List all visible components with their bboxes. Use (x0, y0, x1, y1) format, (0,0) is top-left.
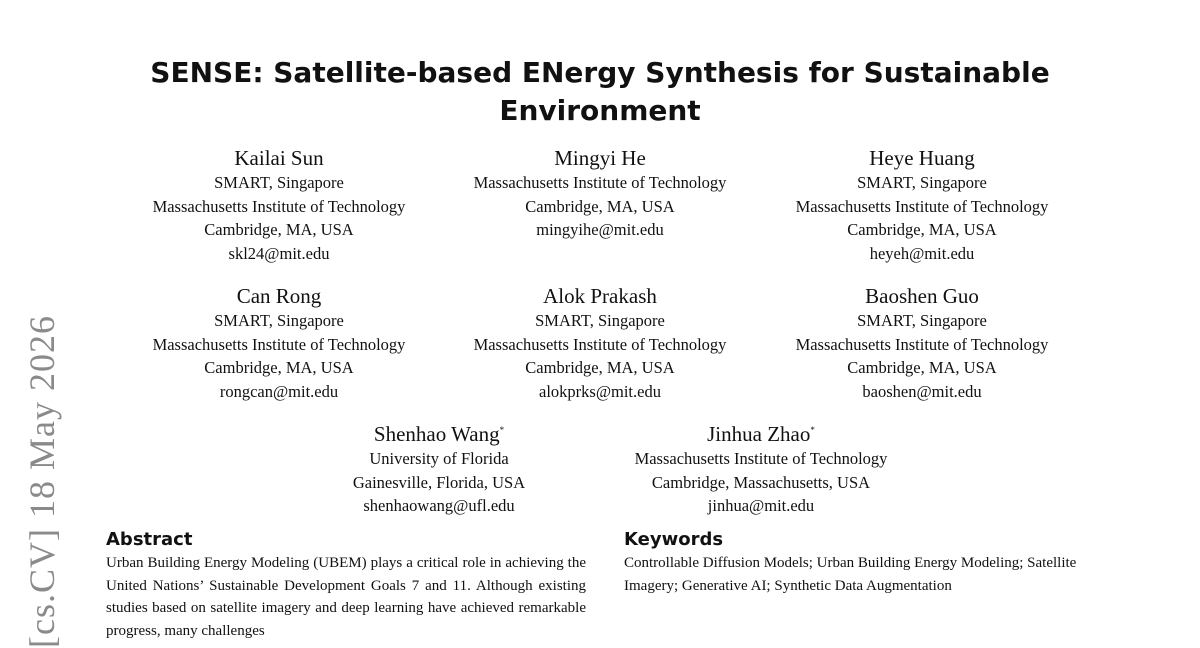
author-location: Cambridge, MA, USA (204, 220, 354, 239)
author-affiliation: SMART, Singapore (214, 173, 344, 192)
author-name: Jinhua Zhao* (707, 422, 815, 446)
author-location: Gainesville, Florida, USA (352, 472, 526, 492)
author-location: Cambridge, MA, USA (525, 358, 675, 377)
keywords-text: Controllable Diffusion Models; Urban Building Energy Modeling; Satellite Imagery; Generative AI; Synthetic Data Augmentation (624, 555, 1077, 594)
author-name: Heye Huang (869, 146, 975, 170)
abstract-heading: Abstract (106, 529, 193, 550)
paper-title: SENSE: Satellite-based ENergy Synthesis for Sustainable Environment (150, 56, 1050, 127)
author-affiliation: SMART, Singapore (857, 311, 987, 330)
author-institution: Massachusetts Institute of Technology (795, 334, 1049, 354)
author-block (752, 142, 1092, 265)
author-email: baoshen@mit.edu (862, 381, 982, 401)
author-email: jinhua@mit.edu (707, 496, 815, 515)
author-location: Cambridge, Massachusetts, USA (651, 472, 871, 492)
author-name: Mingyi He (554, 146, 646, 170)
author-institution: Massachusetts Institute of Technology (473, 334, 727, 354)
author-affiliation: SMART, Singapore (535, 311, 665, 330)
author-email: skl24@mit.edu (228, 243, 330, 263)
author-institution: Massachusetts Institute of Technology (152, 334, 406, 354)
author-block (109, 280, 449, 403)
author-affiliation: SMART, Singapore (857, 173, 987, 192)
abstract-text: Urban Building Energy Modeling (UBEM) plays a critical role in achieving the United Nations’ Sustainable Development Goals 7 and 11. Although existing studies based on satellite imagery and deep learning have achieved remarkable progress, many challenges (106, 555, 586, 639)
author-email: alokprks@mit.edu (539, 381, 661, 401)
author-affiliation: SMART, Singapore (214, 311, 344, 330)
author-block (269, 418, 609, 518)
author-block (109, 142, 449, 265)
author-block (591, 418, 931, 518)
author-institution: University of Florida (369, 449, 509, 468)
author-location: Cambridge, MA, USA (204, 358, 354, 377)
author-institution: Massachusetts Institute of Technology (152, 196, 406, 216)
author-location: Cambridge, MA, USA (847, 358, 997, 377)
arxiv-sidebar-stamp: [cs.CV] 18 May 2026 (22, 315, 62, 648)
author-block (752, 280, 1092, 403)
author-location: Cambridge, MA, USA (525, 196, 675, 216)
author-institution: Massachusetts Institute of Technology (473, 173, 727, 192)
author-institution: Massachusetts Institute of Technology (795, 196, 1049, 216)
author-name: Baoshen Guo (865, 284, 979, 308)
abstract-section (106, 528, 586, 642)
author-name: Shenhao Wang* (373, 422, 505, 446)
author-email: rongcan@mit.edu (219, 381, 339, 401)
keywords-section (624, 528, 1104, 597)
author-email: shenhaowang@ufl.edu (363, 496, 515, 515)
author-block (430, 280, 770, 403)
author-email: heyeh@mit.edu (869, 243, 975, 263)
author-name: Kailai Sun (234, 146, 324, 170)
author-location: Cambridge, MA, USA (847, 220, 997, 239)
author-name: Can Rong (236, 284, 322, 308)
author-name: Alok Prakash (543, 284, 657, 308)
author-institution: Massachusetts Institute of Technology (634, 449, 888, 468)
author-email: mingyihe@mit.edu (536, 220, 664, 239)
keywords-heading: Keywords (624, 529, 724, 550)
author-block (430, 142, 770, 242)
